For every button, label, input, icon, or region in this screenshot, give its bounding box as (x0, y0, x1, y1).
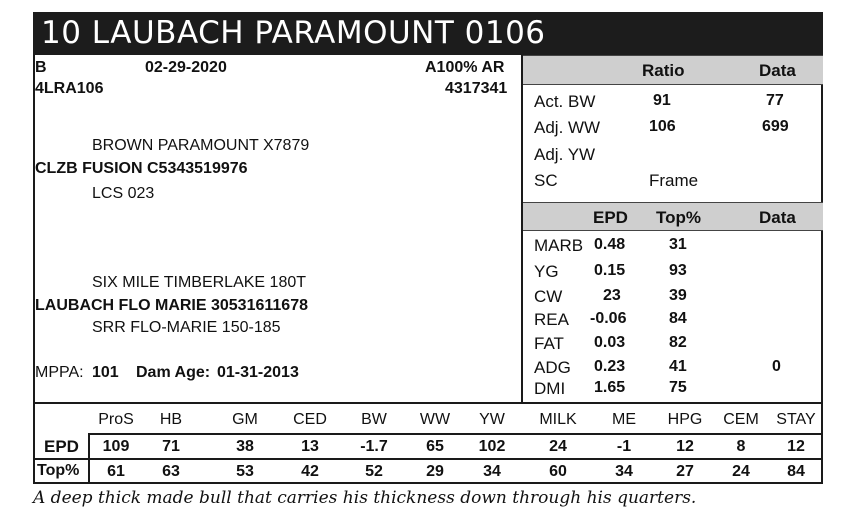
table-divider (35, 458, 823, 460)
top-percent-value: 27 (676, 463, 694, 480)
column-header: BW (361, 411, 387, 428)
carcass-label: FAT (534, 334, 564, 353)
carcass-epd: 0.03 (594, 334, 626, 351)
breed-percent: A100% AR (425, 59, 505, 76)
frame-label: Frame (649, 171, 699, 190)
top-percent-value: 84 (787, 463, 805, 480)
top-row-label: Top% (37, 462, 80, 479)
carcass-top: 75 (669, 379, 687, 396)
top-percent-value: 29 (426, 463, 444, 480)
sire: CLZB FUSION C5343519976 (35, 160, 248, 177)
column-header: CED (293, 411, 327, 428)
epd-value: 102 (478, 438, 506, 455)
mppa-label: MPPA: (35, 364, 84, 381)
carcass-label: REA (534, 310, 569, 329)
column-header: HPG (667, 411, 703, 428)
weight-ratio: 91 (653, 92, 671, 109)
top-percent-value: 61 (107, 463, 125, 480)
carcass-data: 0 (772, 358, 781, 375)
top-percent-value: 60 (549, 463, 567, 480)
top-percent-value: 34 (615, 463, 633, 480)
epd-value: 8 (736, 438, 746, 455)
column-header: CEM (723, 411, 759, 428)
carcass-epd: -0.06 (590, 310, 627, 327)
carcass-epd: 0.23 (594, 358, 626, 375)
dam-age-label: Dam Age: (136, 364, 211, 381)
dam: LAUBACH FLO MARIE 30531611678 (35, 297, 308, 314)
top-percent-header: Top% (656, 208, 702, 227)
carcass-data-header: Data (759, 208, 796, 227)
dam-dam: SRR FLO-MARIE 150-185 (92, 319, 281, 336)
weight-label: Adj. YW (534, 145, 596, 164)
mppa-value: 101 (92, 364, 119, 381)
weights-data-header: Data (759, 61, 796, 80)
top-percent-value: 63 (162, 463, 180, 480)
registration-number: 4317341 (445, 80, 508, 97)
weight-label: SC (534, 171, 558, 190)
carcass-top: 39 (669, 287, 687, 304)
epd-value: 24 (549, 438, 567, 455)
carcass-epd: 1.65 (594, 379, 626, 396)
ratio-header: Ratio (642, 61, 685, 80)
table-divider (88, 433, 90, 484)
epd-value: 13 (301, 438, 319, 455)
epd-value: 71 (162, 438, 180, 455)
column-header: HB (159, 411, 183, 428)
epd-header: EPD (593, 208, 628, 227)
weight-data: 699 (762, 118, 789, 135)
carcass-top: 93 (669, 262, 687, 279)
carcass-label: MARB (534, 236, 584, 255)
top-percent-value: 53 (236, 463, 254, 480)
lot-title: 10 LAUBACH PARAMOUNT 0106 (33, 12, 823, 55)
column-header: YW (479, 411, 505, 428)
epd-value: 38 (236, 438, 254, 455)
carcass-top: 31 (669, 236, 687, 253)
epd-value: -1 (616, 438, 632, 455)
carcass-label: YG (534, 262, 559, 281)
carcass-top: 84 (669, 310, 687, 327)
sire-dam: LCS 023 (92, 185, 155, 202)
column-header: ProS (98, 411, 134, 428)
carcass-label: ADG (534, 358, 571, 377)
birth-date: 02-29-2020 (145, 59, 227, 76)
weight-ratio: 106 (649, 118, 676, 135)
carcass-epd: 23 (603, 287, 621, 304)
sire-sire: BROWN PARAMOUNT X7879 (92, 137, 310, 154)
epd-value: 12 (787, 438, 805, 455)
carcass-top: 82 (669, 334, 687, 351)
column-header: ME (612, 411, 636, 428)
tattoo: 4LRA106 (35, 80, 104, 97)
weight-data: 77 (766, 92, 784, 109)
epd-value: 65 (426, 438, 444, 455)
lot-comment: A deep thick made bull that carries his thickness down through his quarters. (33, 488, 697, 508)
carcass-epd: 0.48 (594, 236, 626, 253)
carcass-label: CW (534, 287, 563, 306)
weight-label: Act. BW (534, 92, 596, 111)
sex-code: B (35, 59, 47, 76)
column-header: MILK (539, 411, 577, 428)
epd-value: 109 (102, 438, 130, 455)
column-header: GM (232, 411, 258, 428)
epd-value: 12 (676, 438, 694, 455)
weight-label: Adj. WW (534, 118, 601, 137)
top-percent-value: 52 (365, 463, 383, 480)
dam-age-value: 01-31-2013 (217, 364, 299, 381)
carcass-label: DMI (534, 379, 566, 398)
carcass-top: 41 (669, 358, 687, 375)
epd-value: -1.7 (360, 438, 388, 455)
column-header: WW (419, 411, 451, 428)
top-percent-value: 42 (301, 463, 319, 480)
dam-sire: SIX MILE TIMBERLAKE 180T (92, 274, 307, 291)
epd-row-label: EPD (44, 437, 79, 456)
column-header: STAY (776, 411, 816, 428)
table-divider (88, 433, 823, 435)
top-percent-value: 24 (732, 463, 750, 480)
carcass-epd: 0.15 (594, 262, 626, 279)
top-percent-value: 34 (483, 463, 501, 480)
